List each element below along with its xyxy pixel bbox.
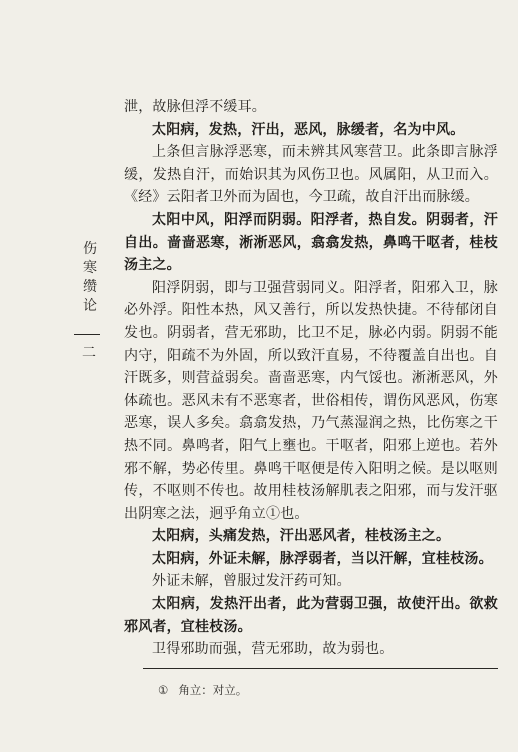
footnote-text: 角立：对立。 [178,683,248,697]
commentary-paragraph: 卫得邪助而强，营无邪助，故为弱也。 [152,641,394,658]
margin-divider [74,334,100,335]
paragraph: 泄，故脉但浮不缓耳。 [124,99,266,115]
running-title-char: 寒 [83,260,97,276]
commentary-paragraph: 阳浮阴弱，即与卫强营弱同义。阳浮者，阳邪入卫，脉必外浮。阳性本热，风又善行，所以发热快捷。不待郁闭自发也。阴弱者，营无邪助，比卫不足，脉必内弱。阴弱不能内守，阳疏不为外固，所以致汗直易，不待覆盖自出也。自汗既多，则营益弱矣。啬啬恶寒，内气馁也。淅淅恶风，外体疏也。恶风未有不恶寒者，世俗相传，谓伤风恶风，伤寒恶寒，误人多矣。翕翕发热，乃气蒸湿润之热，比伤寒之干热不同。鼻鸣者，阳气上壅也。干呕者，阳邪上逆也。若外邪不解，势必传里。鼻鸣干呕便是传入阳明之候。是以呕则传，不呕则不传也。故用桂枝汤解肌表之阳邪，而与发汗驱出阴寒之法，迥乎角立①也。 [124,279,498,522]
classic-clause: 太阳病，头痛发热，汗出恶风者，桂枝汤主之。 [152,528,451,545]
classic-clause: 太阳病，发热汗出者，此为营弱卫强，故使汗出。欲救邪风者，宜桂枝汤。 [124,596,498,635]
footnote-divider [143,668,498,669]
running-title-char: 缵 [83,279,97,295]
commentary-paragraph: 上条但言脉浮恶寒，而未辨其风寒营卫。此条即言脉浮缓，发热自汗，而始识其为风伤卫也。风属阳，从卫而入。《经》云阳者卫外而为固也，今卫疏，故自汗出而脉缓。 [124,144,498,206]
classic-clause: 太阳中风，阳浮而阴弱。阳浮者，热自发。阴弱者，汗自出。啬啬恶寒，淅淅恶风，翕翕发热，鼻鸣干呕者，桂枝汤主之。 [124,211,498,274]
classic-clause: 太阳病，外证未解，脉浮弱者，当以汗解，宜桂枝汤。 [152,550,493,567]
footnote [158,682,247,698]
classic-clause: 太阳病，发热，汗出，恶风，脉缓者，名为中风。 [152,121,465,138]
running-title-char: 伤 [83,241,97,257]
main-text [124,96,498,661]
page-number: 二 [82,345,96,361]
commentary-paragraph: 外证未解，曾服过发汗药可知。 [152,573,351,590]
running-title-char: 论 [83,298,97,314]
running-title [76,240,104,316]
footnote-mark: ① [158,683,169,697]
